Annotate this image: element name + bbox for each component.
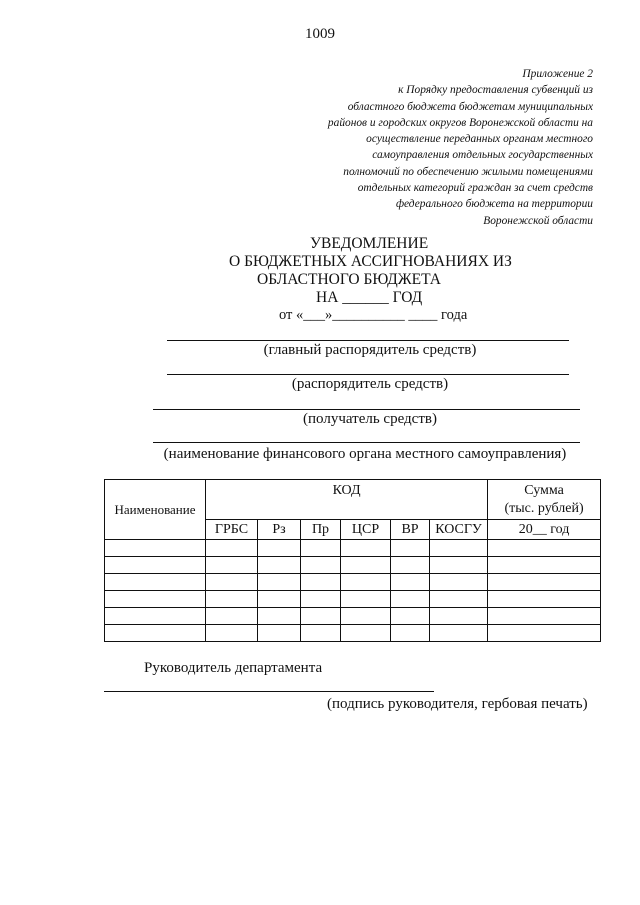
table-cell	[488, 591, 601, 608]
appendix-note	[263, 66, 593, 229]
table-row	[105, 625, 601, 642]
table-cell	[391, 591, 430, 608]
appendix-line: областного бюджета бюджетам муниципальных	[347, 100, 593, 113]
table-cell	[258, 608, 301, 625]
code-header: КОД	[206, 480, 488, 520]
table-cell	[430, 574, 488, 591]
table-row	[105, 557, 601, 574]
document-title: УВЕДОМЛЕНИЕ	[310, 235, 429, 252]
table-cell	[105, 608, 206, 625]
table-cell	[258, 591, 301, 608]
name-header: Наименование	[105, 480, 206, 540]
table-cell	[341, 625, 391, 642]
table-cell	[488, 625, 601, 642]
allocations-table	[104, 479, 601, 642]
document-title-line: О БЮДЖЕТНЫХ АССИГНОВАНИЯХ ИЗ	[229, 253, 512, 270]
table-cell	[258, 540, 301, 557]
recipient-caption: (получатель средств)	[303, 411, 437, 427]
rz-header: Рз	[258, 520, 301, 540]
table-cell	[206, 608, 258, 625]
signature-caption: (подпись руководителя, гербовая печать)	[327, 696, 588, 712]
pr-header: Пр	[301, 520, 341, 540]
kosgu-header: КОСГУ	[430, 520, 488, 540]
table-cell	[430, 608, 488, 625]
date-line: от «___»__________ ____ года	[279, 307, 468, 323]
appendix-line: полномочий по обеспечению жилыми помещениями	[343, 165, 593, 178]
table-cell	[488, 574, 601, 591]
table-row	[105, 591, 601, 608]
vr-header: ВР	[391, 520, 430, 540]
table-cell	[206, 591, 258, 608]
year-header: 20__ год	[488, 520, 601, 540]
table-cell	[301, 591, 341, 608]
table-cell	[301, 574, 341, 591]
table-cell	[430, 625, 488, 642]
table-cell	[430, 557, 488, 574]
appendix-line: Воронежской области	[483, 214, 593, 227]
table-cell	[488, 557, 601, 574]
main-manager-line	[167, 340, 569, 341]
main-manager-caption: (главный распорядитель средств)	[263, 342, 477, 358]
table-cell	[488, 608, 601, 625]
appendix-line: Приложение 2	[522, 68, 593, 80]
appendix-line: отдельных категорий граждан за счет средств	[357, 182, 593, 195]
year-line: НА ______ ГОД	[316, 289, 423, 306]
sum-header-label: Сумма	[524, 482, 564, 498]
sum-header-unit: (тыс. рублей)	[504, 500, 584, 516]
table-cell	[105, 591, 206, 608]
table-cell	[430, 591, 488, 608]
finance-body-line	[153, 442, 580, 443]
table-cell	[391, 574, 430, 591]
table-row	[105, 540, 601, 557]
table-cell	[105, 574, 206, 591]
table-cell	[258, 557, 301, 574]
table-cell	[206, 540, 258, 557]
tsr-header: ЦСР	[341, 520, 391, 540]
finance-body-caption: (наименование финансового органа местного самоуправления)	[163, 446, 567, 462]
document-title-line: ОБЛАСТНОГО БЮДЖЕТА	[257, 271, 441, 288]
table-cell	[105, 557, 206, 574]
sum-header	[488, 480, 601, 520]
manager-caption: (распорядитель средств)	[291, 376, 449, 392]
appendix-line: к Порядку предоставления субвенций из	[398, 84, 593, 97]
table-cell	[341, 608, 391, 625]
table-cell	[301, 540, 341, 557]
appendix-line: осуществление переданных органам местного	[366, 133, 593, 146]
appendix-line: самоуправления отдельных государственных	[372, 149, 593, 162]
page-number: 1009	[305, 26, 335, 42]
table-cell	[258, 625, 301, 642]
grbs-header: ГРБС	[206, 520, 258, 540]
table-cell	[301, 608, 341, 625]
table-row	[105, 608, 601, 625]
table-cell	[301, 557, 341, 574]
manager-line	[167, 374, 569, 375]
table-cell	[391, 540, 430, 557]
table-cell	[341, 591, 391, 608]
table-cell	[206, 557, 258, 574]
table-cell	[258, 574, 301, 591]
table-row	[105, 574, 601, 591]
appendix-line: федерального бюджета на территории	[395, 198, 593, 211]
table-cell	[488, 540, 601, 557]
table-cell	[391, 608, 430, 625]
table-cell	[206, 574, 258, 591]
table-cell	[105, 625, 206, 642]
table-cell	[341, 540, 391, 557]
table-cell	[105, 540, 206, 557]
table-cell	[301, 625, 341, 642]
appendix-line: районов и городских округов Воронежской области на	[327, 116, 593, 129]
table-cell	[341, 557, 391, 574]
table-cell	[391, 557, 430, 574]
recipient-line	[153, 409, 580, 410]
table-cell	[341, 574, 391, 591]
signature-title: Руководитель департамента	[144, 660, 323, 676]
signature-line	[104, 691, 434, 692]
table-cell	[391, 625, 430, 642]
table-cell	[430, 540, 488, 557]
table-cell	[206, 625, 258, 642]
